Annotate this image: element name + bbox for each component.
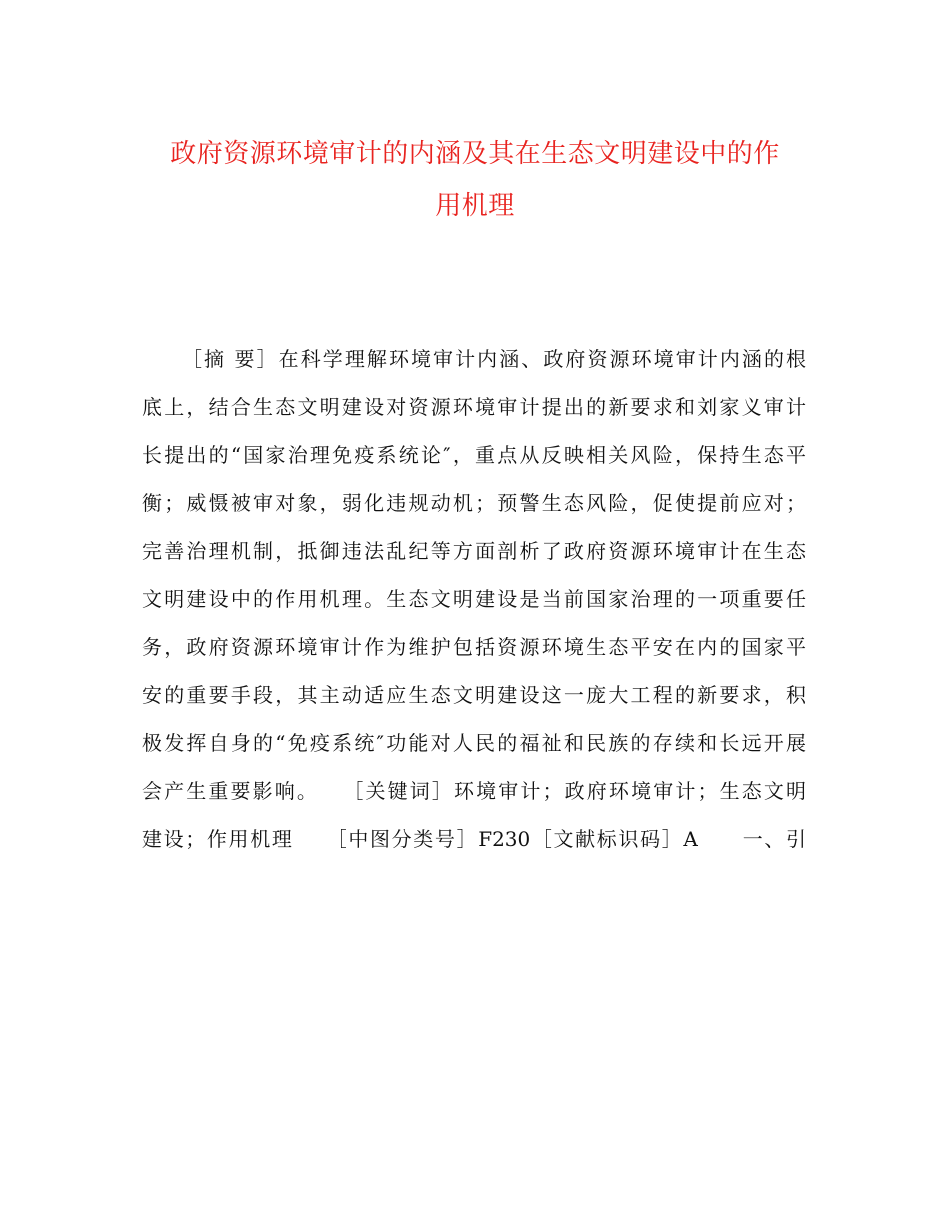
body-line: 文明建设中的作用机理。生态文明建设是当前国家治理的一项重要任 [142,587,806,611]
abstract-body [142,335,806,863]
body-line: 务，政府资源环境审计作为维护包括资源环境生态平安在内的国家平 [142,635,806,659]
body-line: 建设；作用机理 ［中图分类号］F230［文献标识码］A 一、引 [142,827,806,851]
body-line: 极发挥自身的“免疫系统″功能对人民的福祉和民族的存续和长远开展 [142,731,806,755]
body-line: 会产生重要影响。 ［关键词］环境审计；政府环境审计；生态文明 [142,779,806,803]
body-line: 完善治理机制，抵御违法乱纪等方面剖析了政府资源环境审计在生态 [142,539,806,563]
document-title [120,128,830,232]
body-line: ［摘 要］在科学理解环境审计内涵、政府资源环境审计内涵的根 [182,347,806,371]
body-line: 长提出的“国家治理免疫系统论″，重点从反映相关风险，保持生态平 [142,443,806,467]
title-line-1: 政府资源环境审计的内涵及其在生态文明建设中的作 [170,139,780,169]
title-line-2: 用机理 [435,191,515,221]
body-line: 衡；威慑被审对象，弱化违规动机；预警生态风险，促使提前应对； [142,491,806,515]
body-line: 底上，结合生态文明建设对资源环境审计提出的新要求和刘家义审计 [142,395,806,419]
body-line: 安的重要手段，其主动适应生态文明建设这一庞大工程的新要求，积 [142,683,806,707]
